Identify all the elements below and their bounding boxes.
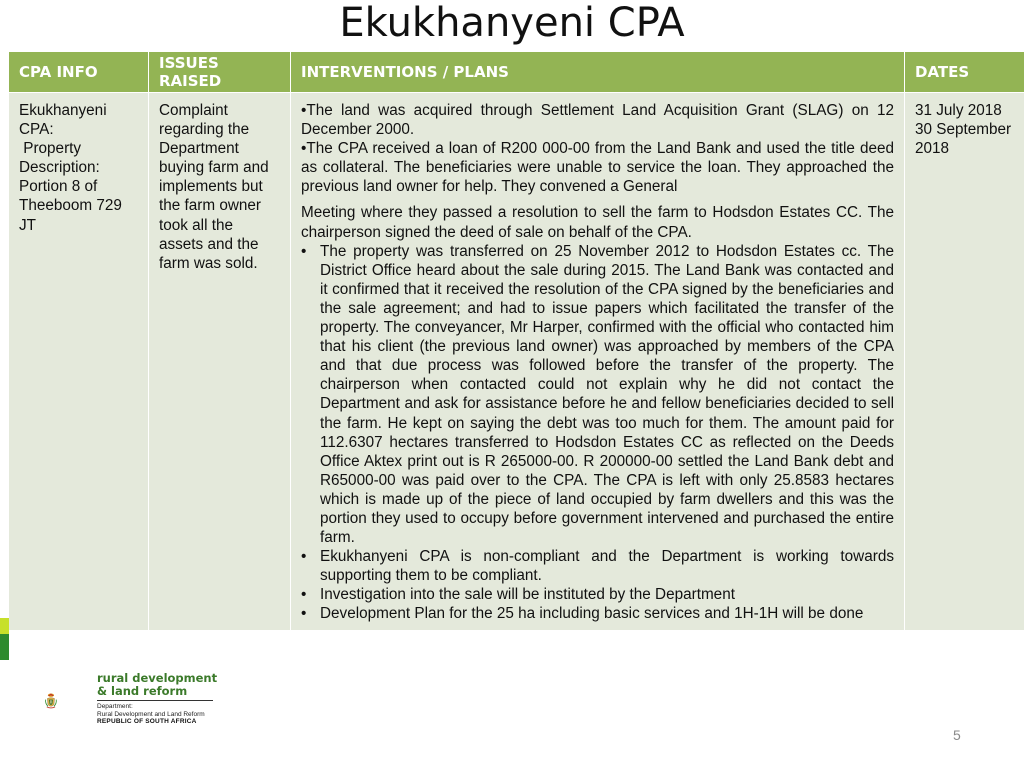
intervention-paragraph: •The land was acquired through Settlement Land Acquisition Grant (SLAG) on 12 December 2000. <box>301 102 894 139</box>
intervention-bullet: • Investigation into the sale will be instituted by the Department <box>320 585 894 604</box>
slide-title: Ekukhanyeni CPA <box>339 0 685 46</box>
header-dates: DATES <box>905 52 1024 93</box>
cpa-info-line: JT <box>19 216 36 234</box>
logo-department-name: Rural Development and Land Reform <box>97 710 205 718</box>
date-line: 2018 <box>915 140 950 158</box>
logo-text-block <box>97 672 217 726</box>
interventions-cell <box>291 93 905 631</box>
cpa-info-line: Theeboom 729 <box>19 197 122 215</box>
side-accent-bar-light <box>0 618 9 634</box>
intervention-bullet: • The property was transferred on 25 November 2012 to Hodsdon Estates cc. The District Office heard about the sale during 2015. The Land Bank was contacted and it confirmed that it received the resolution of the CPA signed by the beneficiaries and the sale agreement; and had to issue papers which facilitated the transfer of the property. The conveyancer, Mr Harper, confirmed with the official who contacted him that his client (the previous land owner) was approached by members of the CPA and that due process was followed before the transfer of the property. The chairperson when contacted could not explain why he did not contact the Department and ask for assistance before he and fellow beneficiaries decided to sell the farm. He kept on saying the debt was too much for them. The amount paid for 112.6307 hectares transferred to Hodsdon Estates CC as reflected on the Deeds Office Aktex print out is R 265000-00. R 200000-00 settled the Land Bank debt and R65000-00 was paid over to the CPA. The CPA is left with only 25.8583 hectares which is made up of the piece of land occupied by farm dwellers and this was the portion they used to occupy before government intervened and purchased the entire farm. <box>320 242 894 548</box>
header-cpa-info: CPA INFO <box>9 52 149 93</box>
page-number: 5 <box>953 727 961 743</box>
cpa-table <box>8 51 1024 631</box>
date-line: 31 July 2018 <box>915 102 1002 119</box>
intervention-bullet: • Ekukhanyeni CPA is non-compliant and the Department is working towards supporting them to be compliant. <box>320 547 894 585</box>
logo-divider <box>97 700 213 701</box>
table-row <box>9 93 1024 631</box>
logo-line-2: & land reform <box>97 684 188 698</box>
date-line: 30 September <box>915 121 1012 139</box>
cpa-info-line: Portion 8 of <box>19 178 98 196</box>
logo-country: REPUBLIC OF SOUTH AFRICA <box>97 718 197 725</box>
cpa-info-line: Ekukhanyeni <box>19 102 107 119</box>
cpa-info-line: Description: <box>19 159 100 177</box>
intervention-bullet: • Development Plan for the 25 ha including basic services and 1H-1H will be done <box>320 604 894 623</box>
cpa-info-line: CPA: <box>19 121 54 139</box>
header-issues-raised: ISSUES RAISED <box>149 52 291 93</box>
issues-raised-cell: Complaint regarding the Department buying farm and implements but the farm owner took all the assets and the farm was sold. <box>149 93 291 631</box>
intervention-paragraph: •The CPA received a loan of R200 000-00 from the Land Bank and used the title deed as collateral. The beneficiaries were unable to service the loan. They approached the previous land owner for help. They convened a General <box>301 140 894 196</box>
side-accent-bar-dark <box>0 634 9 660</box>
cpa-info-line: Property <box>19 140 82 158</box>
intervention-paragraph: Meeting where they passed a resolution to sell the farm to Hodsdon Estates CC. The chairperson signed the deed of sale on behalf of the CPA. <box>301 204 894 241</box>
cpa-info-cell <box>9 93 149 631</box>
intervention-bullet-list <box>301 242 894 624</box>
dates-cell <box>905 93 1024 631</box>
coat-of-arms-icon <box>44 670 94 732</box>
logo-department-label: Department: <box>97 703 133 710</box>
header-interventions: INTERVENTIONS / PLANS <box>291 52 905 93</box>
logo-line-1: rural development <box>97 671 218 685</box>
table-header-row <box>9 52 1024 93</box>
